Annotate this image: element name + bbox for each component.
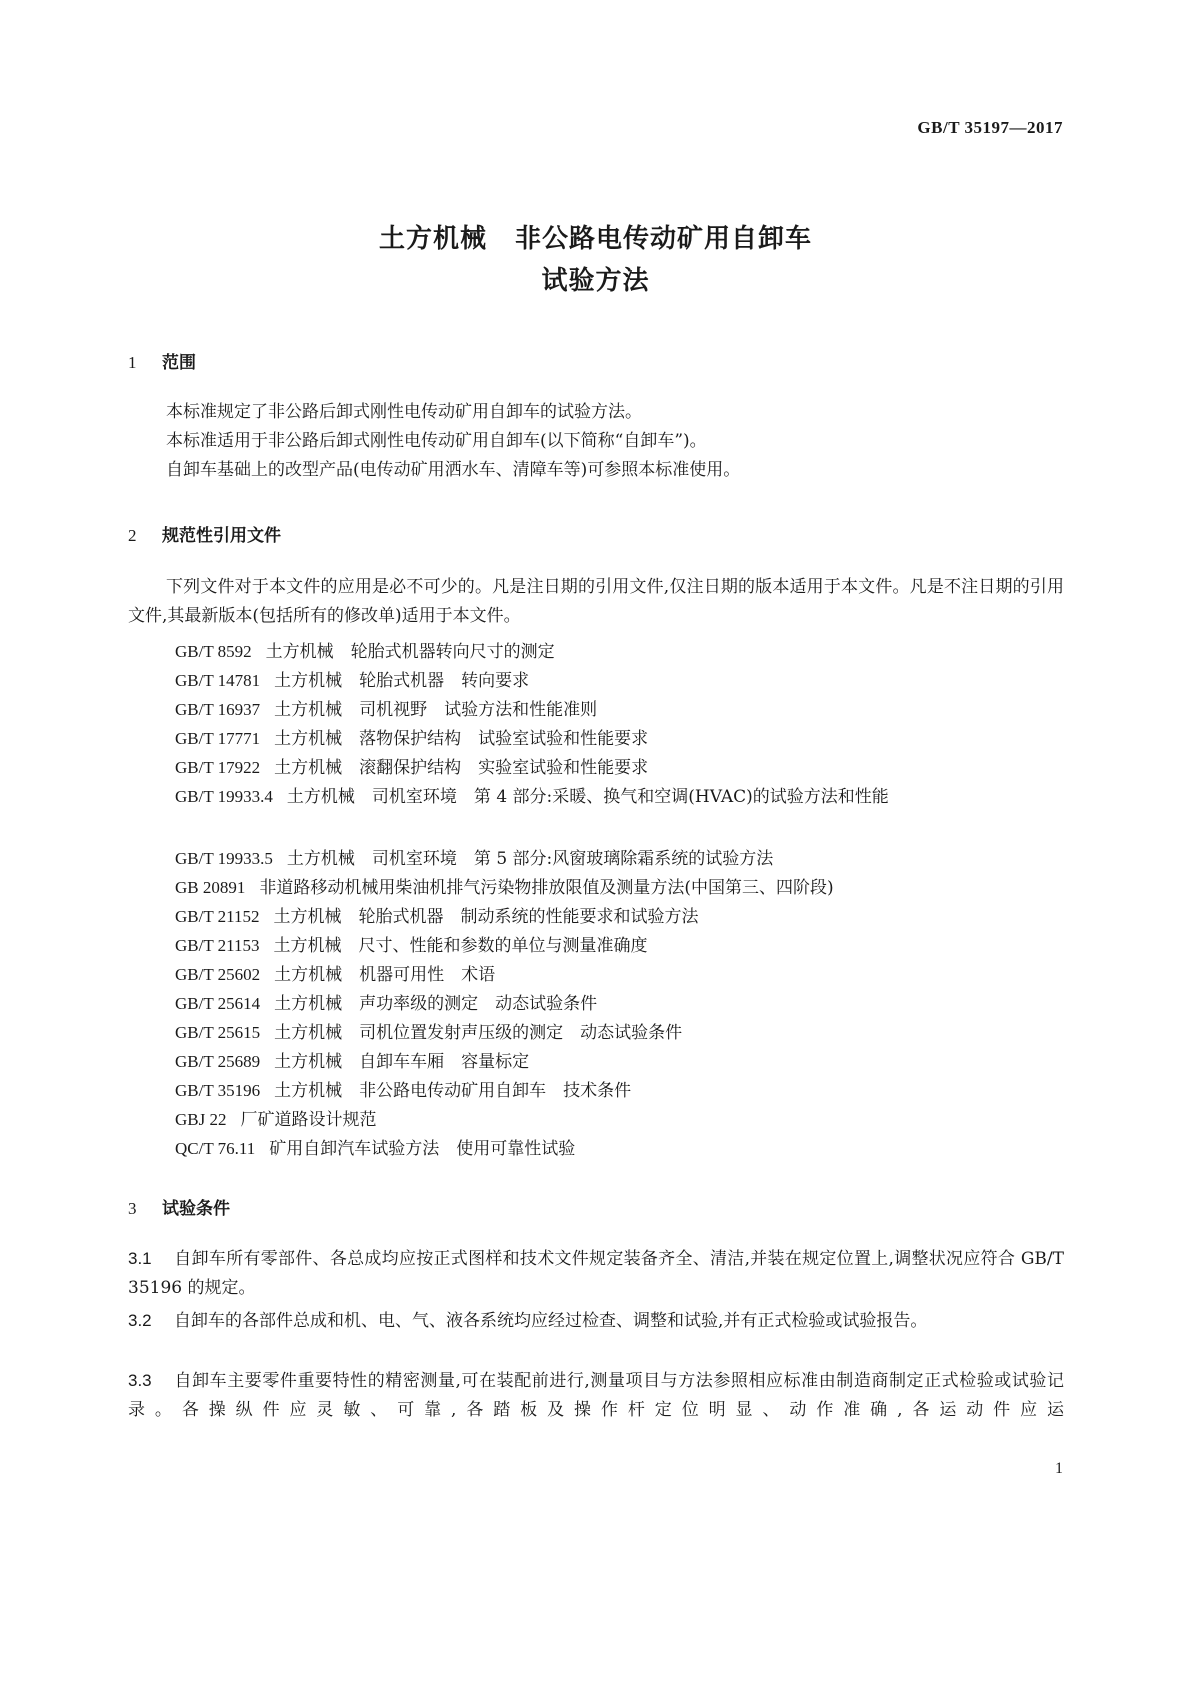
- reference-code: GB/T 17922: [175, 758, 261, 777]
- reference-item: [175, 1134, 575, 1159]
- reference-code: GB/T 35196: [175, 1081, 261, 1100]
- section-title: 试验条件: [162, 1199, 230, 1219]
- reference-item: [175, 753, 648, 778]
- reference-title: 厂矿道路设计规范: [240, 1110, 377, 1130]
- reference-item: [175, 637, 555, 662]
- reference-title: 土方机械 滚翻保护结构 实验室试验和性能要求: [274, 758, 649, 778]
- reference-item: [175, 1076, 631, 1101]
- title-part1: 土方机械: [378, 224, 487, 254]
- reference-code: GB/T 21152: [175, 907, 260, 926]
- reference-code: GB/T 17771: [175, 729, 261, 748]
- reference-title: 土方机械 落物保护结构 试验室试验和性能要求: [274, 729, 649, 749]
- reference-item: [175, 666, 529, 691]
- section-2-heading: [128, 521, 281, 546]
- reference-code: GB/T 25614: [175, 994, 261, 1013]
- reference-title: 土方机械 机器可用性 术语: [274, 965, 496, 985]
- reference-title: 土方机械 司机室环境 第 5 部分:风窗玻璃除霜系统的试验方法: [286, 849, 774, 869]
- reference-title: 土方机械 司机室环境 第 4 部分:采暖、换气和空调(HVAC)的试验方法和性能: [286, 787, 889, 807]
- document-title-line2: 试验方法: [541, 266, 650, 296]
- reference-code: GBJ 22: [175, 1110, 227, 1129]
- paragraph: 本标准规定了非公路后卸式刚性电传动矿用自卸车的试验方法。: [166, 402, 642, 422]
- reference-code: GB/T 16937: [175, 700, 261, 719]
- reference-title: 土方机械 司机视野 试验方法和性能准则: [274, 700, 598, 720]
- reference-title: 土方机械 轮胎式机器 制动系统的性能要求和试验方法: [273, 907, 699, 927]
- reference-code: QC/T 76.11: [175, 1139, 256, 1158]
- reference-code: GB/T 19933.5: [175, 849, 273, 868]
- reference-code: GB/T 25615: [175, 1023, 261, 1042]
- reference-title: 土方机械 轮胎式机器 转向要求: [274, 671, 530, 691]
- reference-title: 土方机械 轮胎式机器转向尺寸的测定: [265, 642, 555, 662]
- reference-item: [175, 724, 648, 749]
- reference-title: 土方机械 声功率级的测定 动态试验条件: [274, 994, 598, 1014]
- reference-title: 土方机械 司机位置发射声压级的测定 动态试验条件: [274, 1023, 683, 1043]
- reference-title: 土方机械 非公路电传动矿用自卸车 技术条件: [274, 1081, 632, 1101]
- section-number: 2: [128, 526, 137, 545]
- reference-item: [175, 873, 834, 898]
- reference-code: GB/T 21153: [175, 936, 260, 955]
- reference-item: [175, 1018, 682, 1043]
- reference-item: [175, 844, 773, 869]
- reference-title: 矿用自卸汽车试验方法 使用可靠性试验: [269, 1139, 576, 1159]
- section-1-heading: [128, 348, 196, 373]
- reference-code: GB/T 8592: [175, 642, 252, 661]
- clause-number: 3.2: [128, 1311, 152, 1330]
- reference-item: [175, 989, 597, 1014]
- clause-3-3: [128, 1366, 1064, 1425]
- clause-3-2: [128, 1306, 1064, 1336]
- clause-text: 自卸车的各部件总成和机、电、气、液各系统均应经过检查、调整和试验,并有正式检验或试验报告。: [174, 1311, 928, 1331]
- reference-code: GB/T 25602: [175, 965, 261, 984]
- reference-item: [175, 960, 495, 985]
- clause-3-1: [128, 1244, 1064, 1303]
- reference-title: 土方机械 自卸车车厢 容量标定: [274, 1052, 530, 1072]
- reference-item: [175, 1105, 376, 1130]
- reference-item: [175, 931, 648, 956]
- section-3-heading: [128, 1194, 230, 1219]
- paragraph: 本标准适用于非公路后卸式刚性电传动矿用自卸车(以下简称“自卸车”)。: [166, 431, 707, 451]
- title-part2: 非公路电传动矿用自卸车: [515, 224, 813, 254]
- section-title: 规范性引用文件: [162, 526, 281, 546]
- reference-code: GB/T 14781: [175, 671, 261, 690]
- reference-item: [175, 1047, 529, 1072]
- clause-text: 自卸车所有零部件、各总成均应按正式图样和技术文件规定装备齐全、清洁,并装在规定位置上,调整状况应符合 GB/T 35196 的规定。: [128, 1249, 1064, 1298]
- page-number: 1: [1055, 1460, 1063, 1477]
- reference-code: GB/T 25689: [175, 1052, 261, 1071]
- document-title-line1: [0, 218, 1191, 255]
- reference-title: 非道路移动机械用柴油机排气污染物排放限值及测量方法(中国第三、四阶段): [259, 878, 834, 898]
- intro-paragraph: 下列文件对于本文件的应用是必不可少的。凡是注日期的引用文件,仅注日期的版本适用于本文件。凡是不注日期的引用文件,其最新版本(包括所有的修改单)适用于本文件。: [128, 577, 1064, 626]
- clause-text: 自卸车主要零件重要特性的精密测量,可在装配前进行,测量项目与方法参照相应标准由制造商制定正式检验或试验记录。各操纵件应灵敏、可靠,各踏板及操作杆定位明显、动作准确,各运动件应运: [128, 1371, 1064, 1420]
- reference-item: [175, 902, 699, 927]
- section-title: 范围: [162, 353, 196, 373]
- clause-number: 3.3: [128, 1371, 152, 1390]
- paragraph: 自卸车基础上的改型产品(电传动矿用洒水车、清障车等)可参照本标准使用。: [166, 460, 741, 480]
- clause-number: 3.1: [128, 1249, 152, 1268]
- reference-code: GB 20891: [175, 878, 246, 897]
- reference-title: 土方机械 尺寸、性能和参数的单位与测量准确度: [273, 936, 648, 956]
- standard-code: GB/T 35197—2017: [917, 118, 1063, 137]
- section-number: 3: [128, 1199, 137, 1218]
- reference-code: GB/T 19933.4: [175, 787, 273, 806]
- reference-item-wrapped: [128, 782, 1064, 812]
- reference-item: [175, 695, 597, 720]
- section-number: 1: [128, 353, 137, 372]
